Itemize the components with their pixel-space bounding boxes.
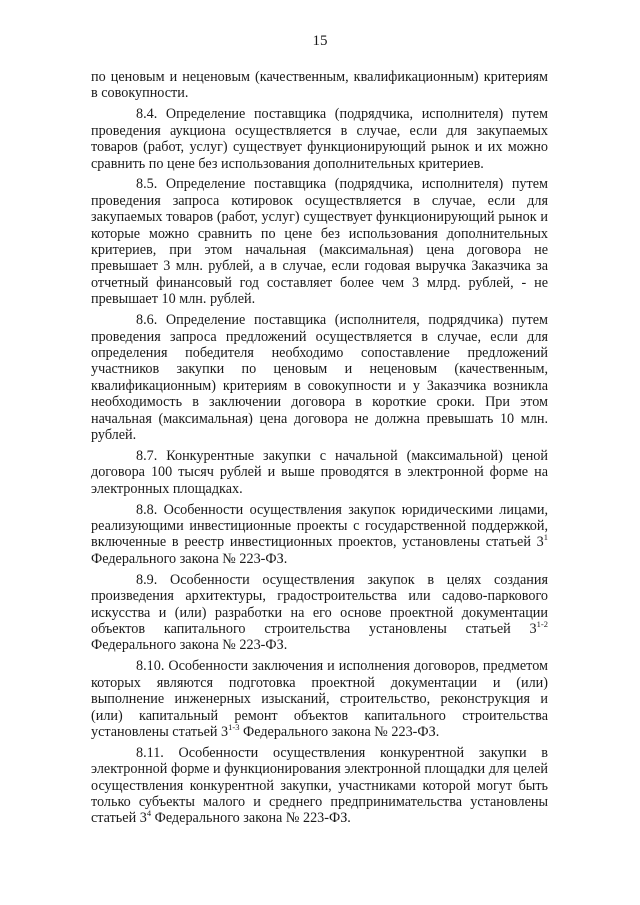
paragraph-8-11 xyxy=(91,745,548,827)
paragraph-8-8 xyxy=(91,502,548,568)
paragraph-text: 8.6. Определение поставщика (исполнителя, подрядчика) путем проведения запроса предложений осуществляется в случае, если для определения победителя необходимо сопоставление предложений участников закупки по ценовым и неценовым (качественным, квалификационным) критериям в совокупности и у Заказчика возникла необходимость в заключении договора в короткие сроки. При этом начальная (максимальная) цена договора не должна превышать 10 млн. рублей. xyxy=(91,312,548,444)
paragraph-text: 8.5. Определение поставщика (подрядчика, исполнителя) путем проведения запроса котировок осуществляется в случае, если для закупаемых товаров (работ, услуг) существует функционирующий рынок и которые можно сравнить по цене без использования дополнительных критериев, при этом начальная (максимальная) цена договора не превышает 3 млн. рублей, а в случае, если годовая выручка Заказчика за отчетный финансовый год составляет более чем 3 млрд. рублей, - не превышает 10 млн. рублей. xyxy=(91,176,548,308)
paragraph-8-5 xyxy=(91,176,548,307)
document-body xyxy=(91,69,548,831)
paragraph-8-4 xyxy=(91,106,548,172)
paragraph-text: 8.10. Особенности заключения и исполнения договоров, предметом которых являются подготовка проектной документации и (или) выполнение инженерных изысканий, строительство, реконструкция и (или) капитальный ремонт объектов капитального строительства установлены статьей 3 xyxy=(91,658,548,740)
article-superscript: 1-2 xyxy=(536,619,548,629)
article-superscript: 1 xyxy=(543,532,548,543)
paragraph-text: 8.4. Определение поставщика (подрядчика, исполнителя) путем проведения аукциона осуществляется в случае, если для закупаемых товаров (работ, услуг) существует функционирующий рынок и их можно сравнить по цене без использования дополнительных критериев. xyxy=(91,106,548,172)
paragraph-text: 8.8. Особенности осуществления закупок юридическими лицами, реализующими инвестиционные проекты с государственной поддержкой, включенные в реестр инвестиционных проектов, установлены статьей 3 xyxy=(91,501,548,551)
paragraph-text-end: Федерального закона № 223-ФЗ. xyxy=(239,723,440,740)
paragraph-text: 8.11. Особенности осуществления конкурентной закупки в электронной форме и функционирования электронной площадки для целей осуществления конкурентной закупки, участниками которой могут быть только субъекты малого и среднего предпринимательства установлены статьей 3 xyxy=(91,744,548,827)
article-superscript: 1-3 xyxy=(228,721,240,732)
paragraph-8-10 xyxy=(91,658,548,740)
paragraph-8-7 xyxy=(91,448,548,497)
page-number: 15 xyxy=(312,33,328,49)
paragraph-text: по ценовым и неценовым (качественным, квалификационным) критериям в совокупности. xyxy=(91,69,548,102)
paragraph-text-end: Федерального закона № 223-ФЗ. xyxy=(91,637,288,654)
paragraph-text: 8.7. Конкурентные закупки с начальной (максимальной) ценой договора 100 тысяч рублей и выше проводятся в электронной форме на электронных площадках. xyxy=(91,447,548,497)
paragraph-text-end: Федерального закона № 223-ФЗ. xyxy=(91,550,288,567)
paragraph-8-6 xyxy=(91,312,548,443)
paragraph-8-9 xyxy=(91,572,548,654)
paragraph-text: 8.9. Особенности осуществления закупок в целях создания произведения архитектуры, градостроительства или садово-паркового искусства и (или) разработки на его основе проектной документации объектов капитального строительства установлены статьей 3 xyxy=(91,571,548,637)
paragraph-continuation xyxy=(91,69,548,102)
article-superscript: 4 xyxy=(146,808,152,819)
paragraph-text-end: Федерального закона № 223-ФЗ. xyxy=(151,810,351,827)
